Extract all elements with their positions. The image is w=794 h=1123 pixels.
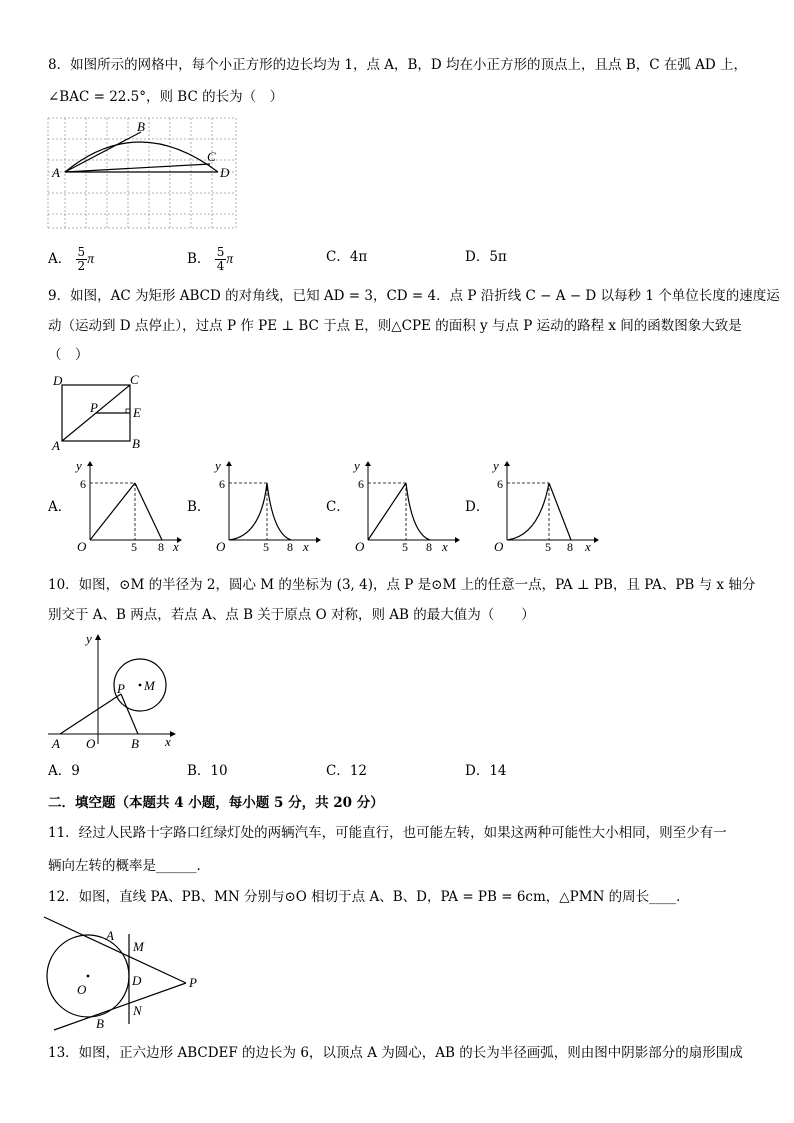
q12-figure [44,912,214,1032]
q9-label-a: A [52,438,60,453]
q9-option-a[interactable]: A． [48,499,72,515]
q12-label-m: M [133,939,144,954]
svg-text:5: 5 [402,540,408,554]
q9-line2: 动（运动到 D 点停止），过点 P 作 PE ⊥ BC 于点 E，则△CPE 的面积 y 与点 P 运动的路程 x 间的函数图象大致是 [48,318,742,334]
q10-label-b: B [131,736,139,751]
q11-line1: 11．经过人民路十字路口红绿灯处的两辆汽车，可能直行，也可能左转，如果这两种可能性大小相同，则至少有一 [48,825,727,841]
q12-label-b: B [96,1016,104,1031]
svg-text:y: y [215,458,221,473]
svg-text:O: O [77,539,87,554]
q12-line1: 12．如图，直线 PA、PB、MN 分别与⊙O 相切于点 A、B、D，PA = PB = 6cm，△PMN 的周长____． [48,889,690,905]
q9-graph-b [211,458,326,553]
q12-label-n: N [133,1003,142,1018]
q9-option-d[interactable]: D． [465,499,490,515]
q8-line1: 8．如图所示的网格中，每个小正方形的边长均为 1，点 A，B，D 均在小正方形的顶点上，且点 B，C 在弧 AD 上， [48,57,748,73]
svg-text:x: x [442,539,448,554]
q10-label-y: y [86,631,92,646]
q9-option-c[interactable]: C． [326,499,350,515]
q8-option-c[interactable]: C．4π [326,249,368,265]
q8-label-b: B [137,119,145,134]
q9-option-b[interactable]: B． [187,499,211,515]
q9-label-c: C [130,372,139,387]
q8-line2: ∠BAC = 22.5°，则 BC 的长为（ ） [48,89,284,105]
q8-label-d: D [220,165,230,180]
q8-option-d[interactable]: D．5π [465,249,507,265]
svg-text:6: 6 [358,477,364,491]
q8-option-b-fraction: $\frac{5}{4}$ [216,245,225,273]
q12-label-o: O [77,982,87,997]
q12-label-p: P [189,975,197,990]
svg-text:8: 8 [287,540,293,554]
q8-option-a[interactable]: A． $\frac{5}{2}$ π [48,245,94,273]
q9-graph-d [489,458,604,553]
q12-line-pb [54,983,186,1030]
q8-option-a-fraction: $\frac{5}{2}$ [77,245,86,273]
q9-graph-a [72,458,187,553]
svg-text:5: 5 [263,540,269,554]
svg-text:O: O [216,539,226,554]
svg-text:5: 5 [131,540,137,554]
q11-line2: 辆向左转的概率是______． [48,858,210,874]
svg-text:8: 8 [426,540,432,554]
q13-line1: 13．如图，正六边形 ABCDEF 的边长为 6，以顶点 A 为圆心，AB 的长为半径画弧，则由图中阴影部分的扇形围成 [48,1045,743,1061]
q9-graph-c [350,458,465,553]
svg-text:y: y [354,458,360,473]
q9-line3: （ ） [48,347,89,363]
q12-label-d: D [132,973,142,988]
q8-segment-ab [65,132,141,172]
svg-text:y: y [493,458,499,473]
svg-text:O: O [355,539,365,554]
q10-label-m: M [144,678,155,693]
svg-text:x: x [303,539,309,554]
q8-figure [48,116,240,232]
q10-option-b[interactable]: B．10 [187,763,228,779]
svg-text:6: 6 [497,477,503,491]
q8-label-c: C [207,149,216,164]
q8-option-b-label: B． [187,251,211,267]
q8-label-a: A [52,165,60,180]
q8-option-b[interactable]: B． $\frac{5}{4}$ π [187,245,234,273]
svg-text:5: 5 [545,540,551,554]
q10-label-p: P [117,681,125,696]
q9-label-p: P [90,400,98,415]
q9-label-b: B [132,436,140,451]
q8-option-a-label: A． [48,251,72,267]
q10-option-a[interactable]: A．9 [48,763,80,779]
svg-text:y: y [76,458,82,473]
q12-label-a: A [106,928,114,943]
svg-text:6: 6 [80,477,86,491]
section-fill-in-heading: 二．填空题（本题共 4 小题，每小题 5 分，共 20 分） [48,795,384,811]
svg-text:x: x [585,539,591,554]
q10-label-o: O [86,736,96,751]
q9-line1: 9．如图，AC 为矩形 ABCD 的对角线，已知 AD = 3，CD = 4．点 P 沿折线 C − A − D 以每秒 1 个单位长度的速度运 [48,288,780,304]
svg-text:8: 8 [567,540,573,554]
svg-text:8: 8 [158,540,164,554]
q10-option-c[interactable]: C．12 [326,763,368,779]
q9-label-d: D [53,373,63,388]
svg-text:O: O [494,539,504,554]
q10-figure [48,632,183,754]
q10-line2: 别交于 A、B 两点，若点 A、点 B 关于原点 O 对称，则 AB 的最大值为（ ） [48,607,535,623]
svg-text:x: x [173,539,179,554]
q8-segment-ac [65,164,210,172]
q10-line1: 10．如图，⊙M 的半径为 2，圆心 M 的坐标为 (3, 4)，点 P 是⊙M 上的任意一点，PA ⊥ PB，且 PA、PB 与 x 轴分 [48,577,756,593]
svg-text:6: 6 [219,477,225,491]
q12-line-pa [44,917,186,983]
q9-figure [50,372,150,452]
q9-label-e: E [133,405,141,420]
q10-label-x: x [165,734,171,749]
q10-label-a: A [52,736,60,751]
q10-option-d[interactable]: D．14 [465,763,507,779]
